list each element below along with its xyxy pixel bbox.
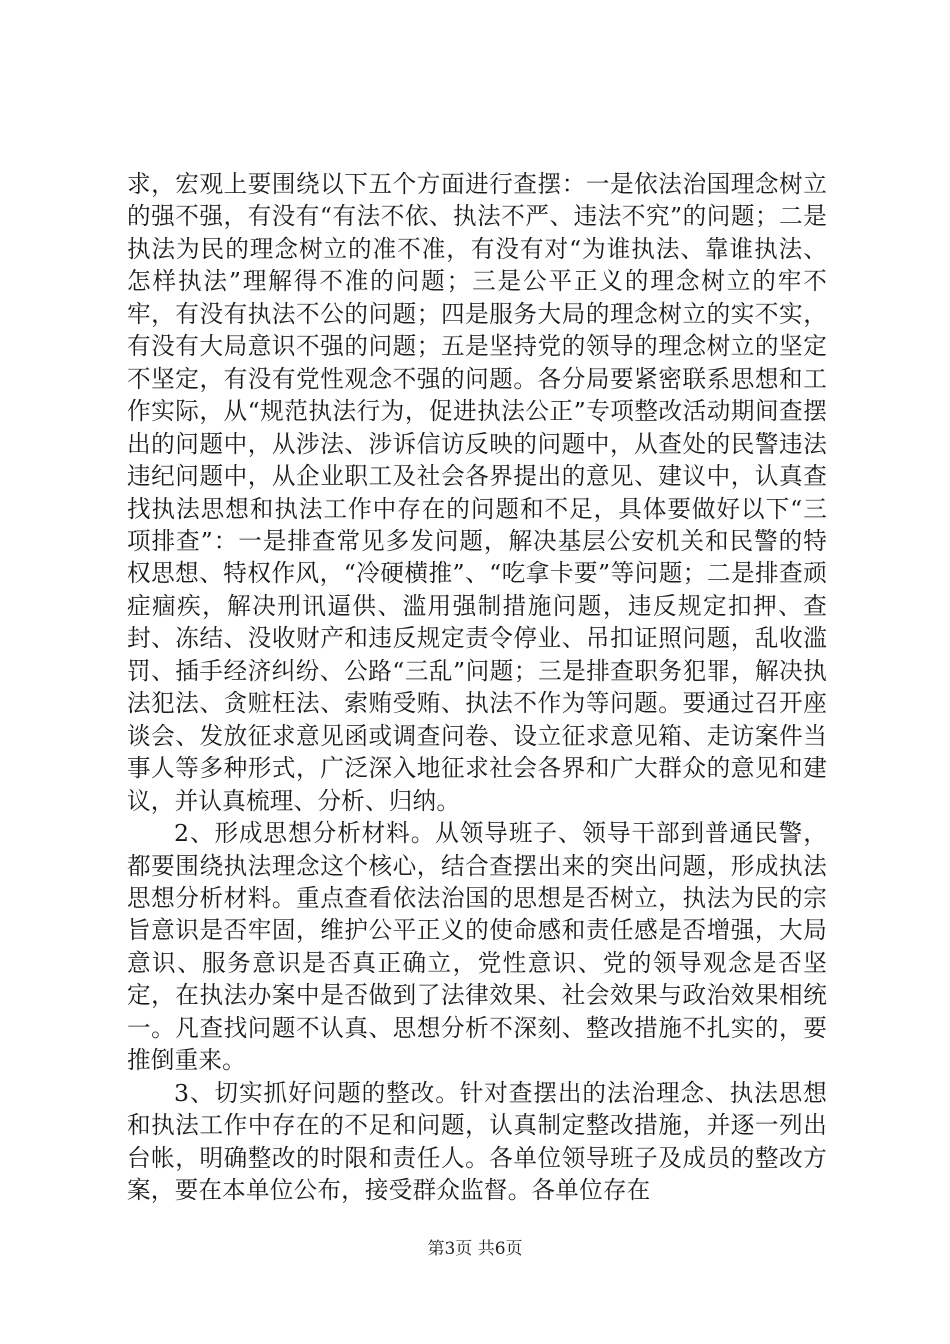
paragraph-item-2: 2、形成思想分析材料。从领导班子、领导干部到普通民警，都要围绕执法理念这个核心，结合查摆出来的突出问题，形成执法思想分析材料。重点查看依法治国的思想是否树立，执法为民的宗旨意识是否牢固，维护公平正义的使命感和责任感是否增强，大局意识、服务意识是否真正确立，党性意识、党的领导观念是否坚定，在执法办案中是否做到了法律效果、社会效果与政治效果相统一。凡查找问题不认真、思想分析不深刻、整改措施不扎实的，要推倒重来。 bbox=[127, 819, 827, 1075]
body-text bbox=[127, 168, 827, 1207]
page-footer bbox=[0, 1238, 950, 1260]
paragraph-continuation: 求，宏观上要围绕以下五个方面进行查摆：一是依法治国理念树立的强不强，有没有“有法不依、执法不严、违法不究”的问题；二是执法为民的理念树立的准不准，有没有对“为谁执法、靠谁执法、怎样执法”理解得不准的问题；三是公平正义的理念树立的牢不牢，有没有执法不公的问题；四是服务大局的理念树立的实不实，有没有大局意识不强的问题；五是坚持党的领导的理念树立的坚定不坚定，有没有党性观念不强的问题。各分局要紧密联系思想和工作实际，从“规范执法行为，促进执法公正”专项整改活动期间查摆出的问题中，从涉法、涉诉信访反映的问题中，从查处的民警违法违纪问题中，从企业职工及社会各界提出的意见、建议中，认真查找执法思想和执法工作中存在的问题和不足，具体要做好以下“三项排查”：一是排查常见多发问题，解决基层公安机关和民警的特权思想、特权作风，“冷硬横推”、“吃拿卡要”等问题；二是排查顽症痼疾，解决刑讯逼供、滥用强制措施问题，违反规定扣押、查封、冻结、没收财产和违反规定责令停业、吊扣证照问题，乱收滥罚、插手经济纠纷、公路“三乱”问题；三是排查职务犯罪，解决执法犯法、贪赃枉法、索贿受贿、执法不作为等问题。要通过召开座谈会、发放征求意见函或调查问卷、设立征求意见箱、走访案件当事人等多种形式，广泛深入地征求社会各界和广大群众的意见和建议，并认真梳理、分析、归纳。 bbox=[127, 170, 827, 815]
paragraph-item-3: 3、切实抓好问题的整改。针对查摆出的法治理念、执法思想和执法工作中存在的不足和问题，认真制定整改措施，并逐一列出台帐，明确整改的时限和责任人。各单位领导班子及成员的整改方案，要在本单位公布，接受群众监督。各单位存在 bbox=[127, 1078, 827, 1205]
page-number-label: 第3页 共6页 bbox=[427, 1239, 523, 1259]
